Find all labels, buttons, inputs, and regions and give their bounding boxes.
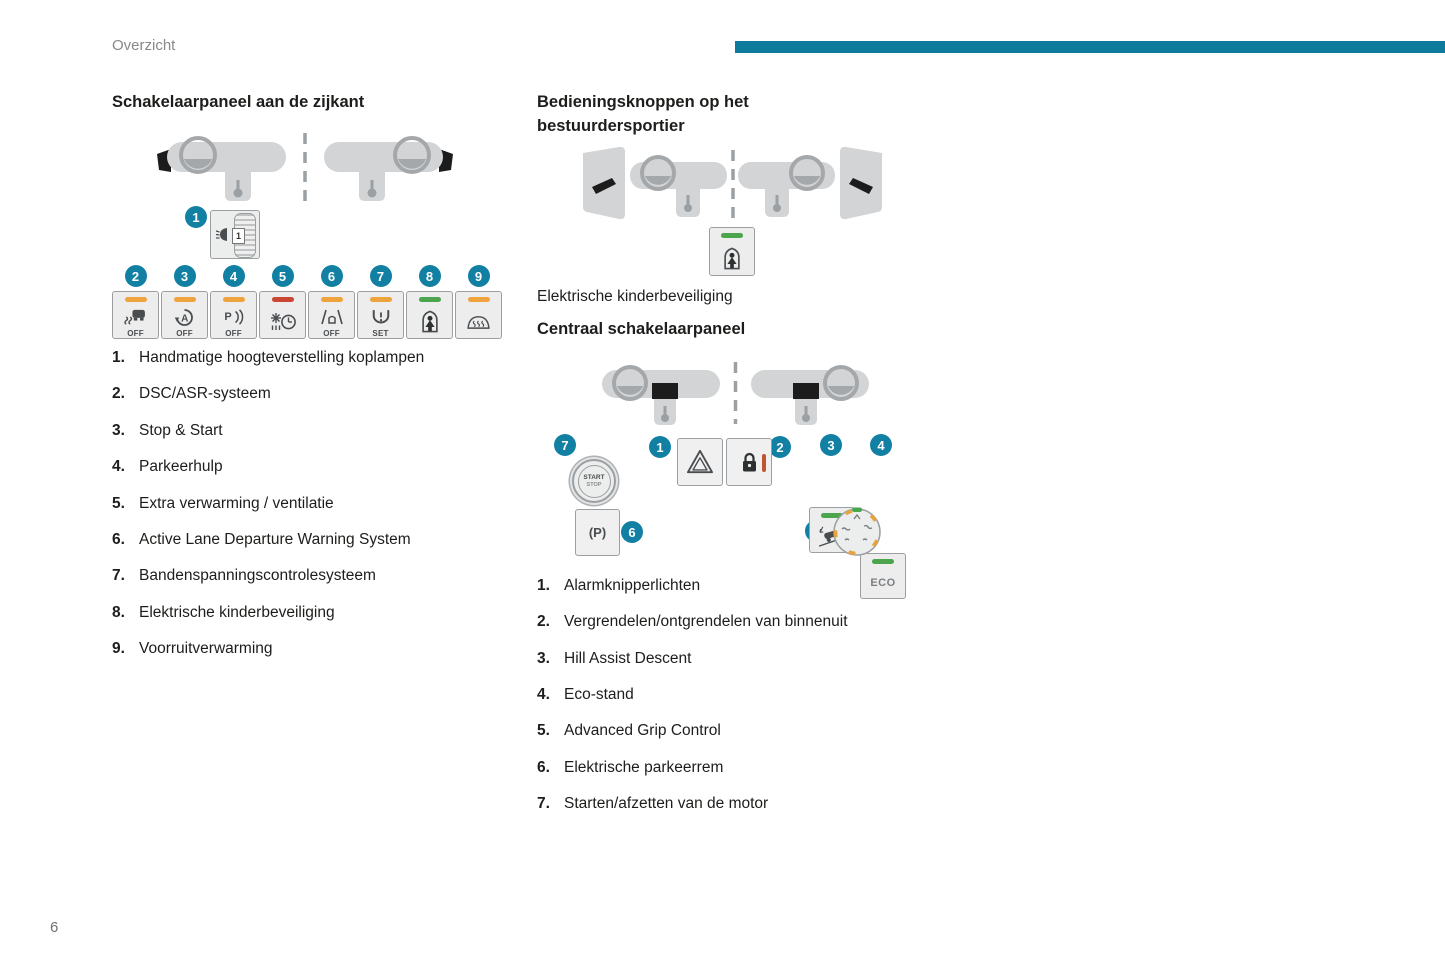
windscreen-heating-icon bbox=[466, 313, 491, 330]
button-sublabel: OFF bbox=[127, 329, 144, 338]
badge-3: 3 bbox=[174, 265, 196, 287]
list-number: 3. bbox=[112, 422, 125, 439]
badge-4: 4 bbox=[223, 265, 245, 287]
padlock-icon bbox=[741, 452, 758, 473]
child-lock-icon bbox=[721, 247, 743, 270]
list-item bbox=[537, 577, 700, 595]
badge-7: 7 bbox=[370, 265, 392, 287]
list-text: Elektrische kinderbeveiliging bbox=[139, 604, 335, 621]
right-section-heading: Bedieningsknoppen op het bestuurdersportier bbox=[537, 93, 749, 135]
stop-start-button bbox=[161, 291, 208, 339]
badge-2: 2 bbox=[769, 436, 791, 458]
list-item bbox=[537, 722, 721, 740]
list-number: 8. bbox=[112, 604, 125, 621]
button-sublabel: OFF bbox=[323, 329, 340, 338]
tyre-pressure-icon bbox=[371, 309, 391, 325]
indicator-light bbox=[419, 297, 441, 302]
list-item bbox=[112, 422, 223, 440]
list-item bbox=[537, 686, 634, 704]
indicator-light bbox=[223, 297, 245, 302]
list-text: Elektrische parkeerrem bbox=[564, 759, 724, 776]
page-number: 6 bbox=[50, 919, 59, 936]
list-number: 5. bbox=[112, 495, 125, 512]
esp-off-icon bbox=[124, 309, 148, 325]
headlight-leveling-icon bbox=[215, 226, 232, 243]
stop-start-off-icon bbox=[174, 308, 195, 326]
panel-button-cell bbox=[308, 265, 355, 339]
heater-ventilation-button bbox=[259, 291, 306, 339]
parking-brake-label: (P) bbox=[588, 525, 607, 540]
indicator-light bbox=[370, 297, 392, 302]
lane-departure-off-icon bbox=[321, 309, 343, 325]
list-number: 2. bbox=[537, 613, 550, 630]
central-panel-heading: Centraal schakelaarpaneel bbox=[537, 320, 746, 338]
list-text: Starten/afzetten van de motor bbox=[564, 795, 769, 812]
start-stop-inner-ring bbox=[578, 465, 611, 498]
list-item bbox=[112, 458, 223, 476]
list-text: Extra verwarming / ventilatie bbox=[139, 495, 334, 512]
list-text: Bandenspanningscontrolesysteem bbox=[139, 567, 376, 584]
indicator-light bbox=[174, 297, 196, 302]
central-locking-button bbox=[726, 438, 772, 486]
badge-5: 5 bbox=[272, 265, 294, 287]
list-number: 6. bbox=[112, 531, 125, 548]
button-sublabel: OFF bbox=[176, 329, 193, 338]
windscreen-heating-button bbox=[455, 291, 502, 339]
list-text: Vergrendelen/ontgrendelen van binnenuit bbox=[564, 613, 848, 630]
badge-6: 6 bbox=[321, 265, 343, 287]
grip-control-dial bbox=[832, 507, 882, 557]
driver-door-location-diagram bbox=[580, 145, 885, 225]
indicator-light bbox=[272, 297, 294, 302]
start-stop-label: STOP bbox=[586, 481, 602, 488]
list-text: Active Lane Departure Warning System bbox=[139, 531, 411, 548]
list-text: Stop & Start bbox=[139, 422, 223, 439]
child-lock-icon bbox=[419, 310, 441, 333]
dial-value-window: 1 bbox=[232, 228, 245, 244]
door-child-lock-button bbox=[709, 227, 755, 276]
list-item bbox=[537, 613, 848, 631]
list-item bbox=[112, 495, 334, 513]
central-panel-location-diagram bbox=[588, 358, 883, 428]
panel-button-cell bbox=[406, 265, 453, 339]
list-number: 9. bbox=[112, 640, 125, 657]
list-number: 3. bbox=[537, 650, 550, 667]
indicator-light bbox=[321, 297, 343, 302]
list-text: Hill Assist Descent bbox=[564, 650, 692, 667]
list-text: Voorruitverwarming bbox=[139, 640, 273, 657]
badge-7: 7 bbox=[554, 434, 576, 456]
panel-button-cell bbox=[455, 265, 502, 339]
start-stop-button bbox=[572, 459, 616, 503]
eco-mode-button bbox=[860, 553, 906, 599]
indicator-light bbox=[872, 559, 894, 564]
left-section-heading: Schakelaarpaneel aan de zijkant bbox=[112, 93, 365, 111]
lane-departure-button bbox=[308, 291, 355, 339]
badge-4: 4 bbox=[870, 434, 892, 456]
list-item bbox=[112, 385, 271, 403]
list-item bbox=[537, 795, 768, 813]
list-number: 7. bbox=[112, 567, 125, 584]
list-number: 1. bbox=[537, 577, 550, 594]
badge-2: 2 bbox=[125, 265, 147, 287]
hazard-triangle-icon bbox=[686, 449, 714, 475]
badge-3: 3 bbox=[820, 434, 842, 456]
list-text: Eco-stand bbox=[564, 686, 634, 703]
button-sublabel: SET bbox=[372, 329, 389, 338]
headlight-leveling-dial bbox=[210, 210, 260, 259]
door-panel-caption: Elektrische kinderbeveiliging bbox=[537, 288, 733, 305]
list-number: 1. bbox=[112, 349, 125, 366]
list-item bbox=[112, 604, 335, 622]
list-number: 7. bbox=[537, 795, 550, 812]
list-text: Advanced Grip Control bbox=[564, 722, 721, 739]
eco-label: ECO bbox=[870, 576, 896, 589]
side-panel-location-diagram bbox=[155, 127, 455, 207]
child-lock-button bbox=[406, 291, 453, 339]
badge-9: 9 bbox=[468, 265, 490, 287]
lock-indicator-bar bbox=[762, 454, 767, 472]
panel-button-cell bbox=[112, 265, 159, 339]
hazard-lights-button bbox=[677, 438, 723, 486]
badge-1: 1 bbox=[649, 436, 671, 458]
running-header: Overzicht bbox=[112, 37, 176, 54]
indicator-light bbox=[468, 297, 490, 302]
panel-button-cell bbox=[210, 265, 257, 339]
parking-brake-button bbox=[575, 509, 620, 556]
svg-text:A: A bbox=[181, 313, 189, 325]
accent-bar bbox=[735, 41, 1445, 53]
indicator-light bbox=[125, 297, 147, 302]
list-number: 6. bbox=[537, 759, 550, 776]
list-number: 4. bbox=[112, 458, 125, 475]
side-switch-panel bbox=[112, 265, 502, 339]
start-stop-label: START bbox=[583, 474, 605, 482]
parking-sensor-off-icon bbox=[223, 309, 245, 325]
button-sublabel: OFF bbox=[225, 329, 242, 338]
parking-sensor-button bbox=[210, 291, 257, 339]
list-item bbox=[537, 650, 691, 668]
list-number: 2. bbox=[112, 385, 125, 402]
list-item bbox=[112, 349, 424, 367]
indicator-light bbox=[721, 233, 743, 238]
list-number: 5. bbox=[537, 722, 550, 739]
tyre-pressure-button bbox=[357, 291, 404, 339]
svg-text:P: P bbox=[223, 311, 232, 323]
panel-button-cell bbox=[259, 265, 306, 339]
esp-off-button bbox=[112, 291, 159, 339]
list-text: DSC/ASR-systeem bbox=[139, 385, 271, 402]
badge-1: 1 bbox=[185, 206, 207, 228]
list-text: Parkeerhulp bbox=[139, 458, 223, 475]
list-item bbox=[112, 531, 411, 549]
badge-6: 6 bbox=[621, 521, 643, 543]
list-text: Alarmknipperlichten bbox=[564, 577, 701, 594]
list-item bbox=[112, 640, 273, 658]
panel-button-cell bbox=[161, 265, 208, 339]
heater-timer-icon bbox=[270, 312, 296, 331]
list-item bbox=[112, 567, 376, 585]
list-item bbox=[537, 759, 723, 777]
panel-button-cell bbox=[357, 265, 404, 339]
badge-8: 8 bbox=[419, 265, 441, 287]
list-number: 4. bbox=[537, 686, 550, 703]
list-text: Handmatige hoogteverstelling koplampen bbox=[139, 349, 425, 366]
